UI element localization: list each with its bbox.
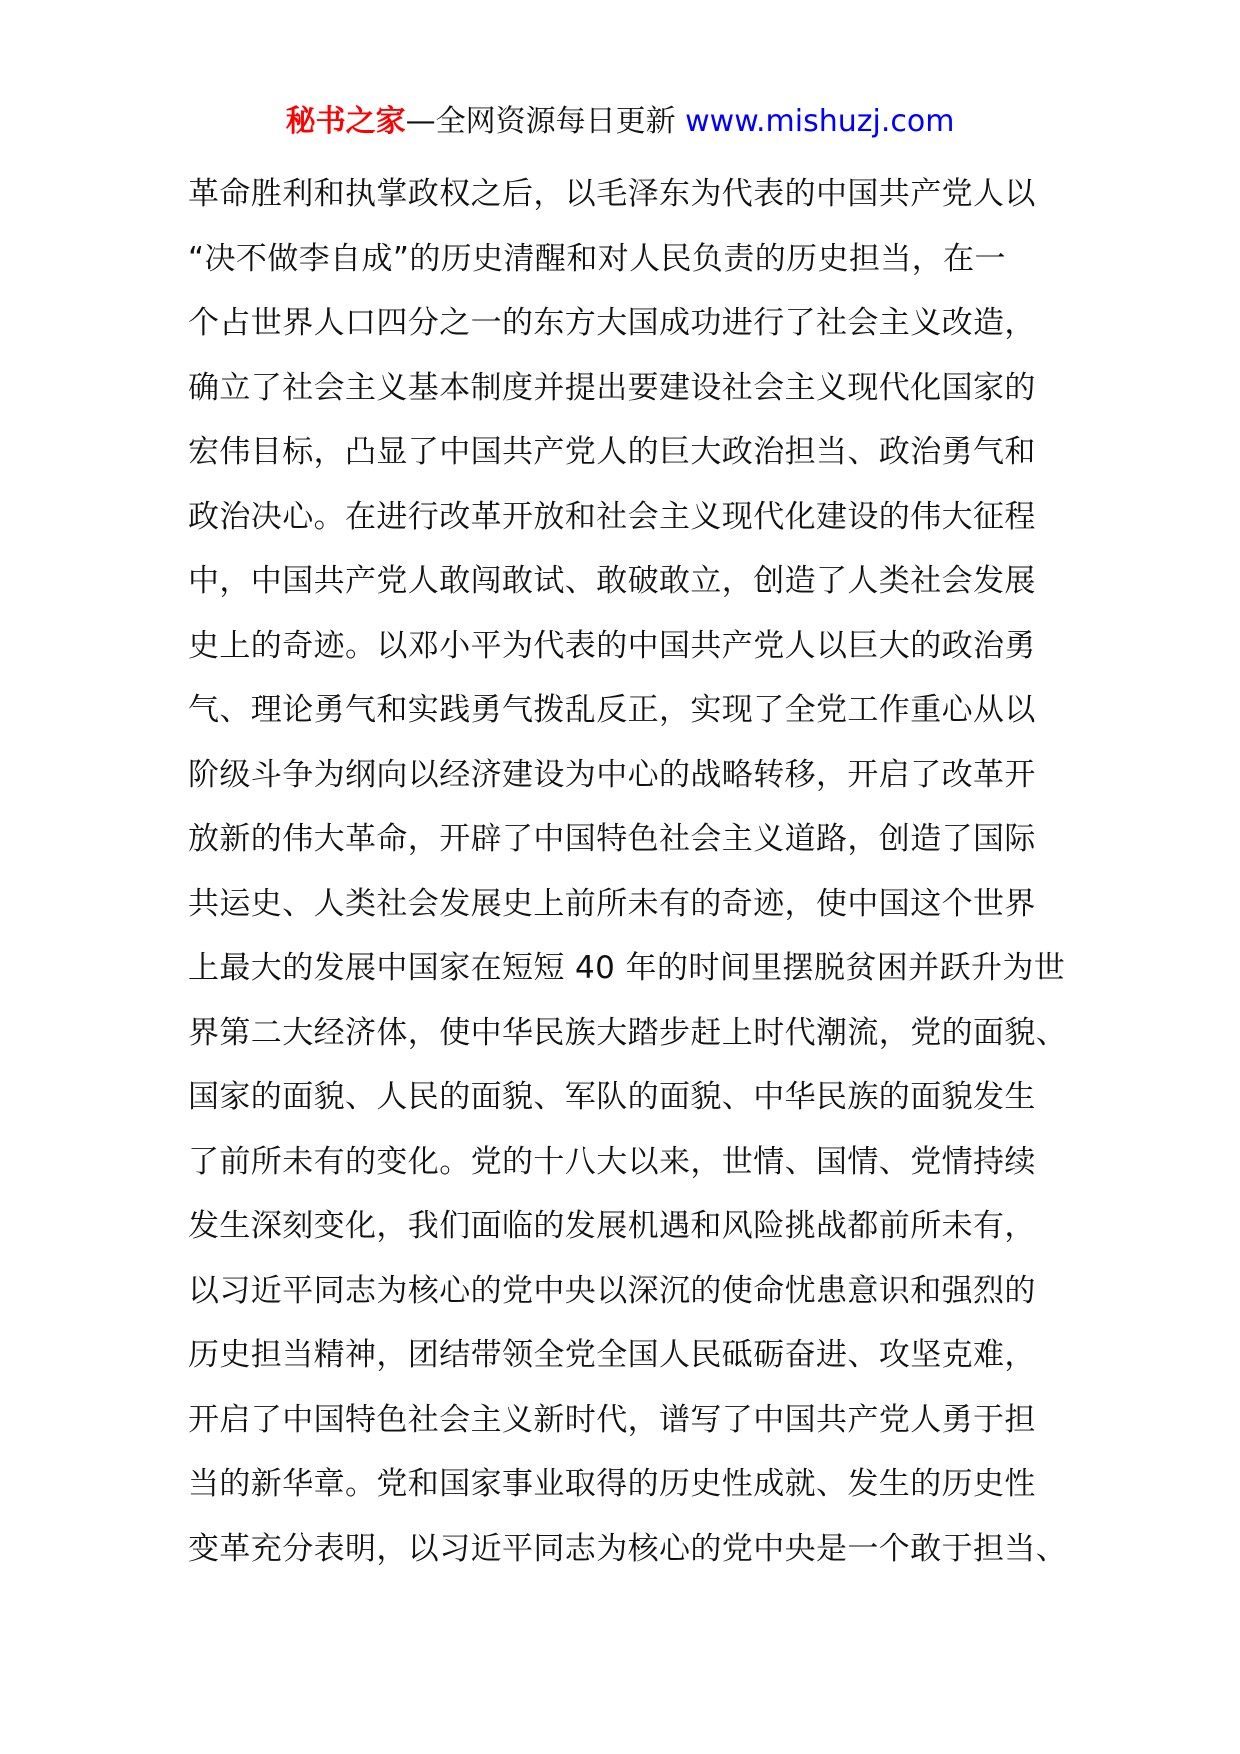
text-line: 中，中国共产党人敢闯敢试、敢破敢立，创造了人类社会发展	[188, 563, 1036, 599]
brand-name: 秘书之家	[285, 104, 406, 139]
text-line: 气、理论勇气和实践勇气拨乱反正，实现了全党工作重心从以	[188, 692, 1036, 728]
site-header	[0, 100, 1240, 144]
text-line: 当的新华章。党和国家事业取得的历史性成就、发生的历史性	[188, 1466, 1036, 1502]
header-slogan: —全网资源每日更新	[405, 104, 676, 139]
text-line: 个占世界人口四分之一的东方大国成功进行了社会主义改造，	[188, 305, 1036, 341]
text-line: 史上的奇迹。以邓小平为代表的中国共产党人以巨大的政治勇	[188, 627, 1036, 664]
body-paragraph	[188, 162, 1088, 1581]
text-line: 了前所未有的变化。党的十八大以来，世情、国情、党情持续	[188, 1143, 1036, 1180]
site-url-link[interactable]: www.mishuzj.com	[685, 104, 955, 139]
text-line: 上最大的发展中国家在短短 40 年的时间里摆脱贫困并跃升为世	[188, 950, 1066, 986]
text-line: 政治决心。在进行改革开放和社会主义现代化建设的伟大征程	[188, 498, 1036, 535]
text-line: 以习近平同志为核心的党中央以深沉的使命忧患意识和强烈的	[188, 1272, 1036, 1309]
text-line: 阶级斗争为纲向以经济建设为中心的战略转移，开启了改革开	[188, 756, 1036, 793]
text-line: 革命胜利和执掌政权之后，以毛泽东为代表的中国共产党人以	[188, 176, 1036, 212]
text-line: 放新的伟大革命，开辟了中国特色社会主义道路，创造了国际	[188, 821, 1036, 857]
text-line: 国家的面貌、人民的面貌、军队的面貌、中华民族的面貌发生	[188, 1079, 1036, 1115]
text-line: 宏伟目标，凸显了中国共产党人的巨大政治担当、政治勇气和	[188, 434, 1036, 470]
text-line: 共运史、人类社会发展史上前所未有的奇迹，使中国这个世界	[188, 885, 1036, 922]
text-line: 发生深刻变化，我们面临的发展机遇和风险挑战都前所未有，	[188, 1208, 1036, 1244]
text-line: 开启了中国特色社会主义新时代，谱写了中国共产党人勇于担	[188, 1401, 1036, 1438]
text-line: 确立了社会主义基本制度并提出要建设社会主义现代化国家的	[188, 369, 1036, 406]
text-line: 历史担当精神，团结带领全党全国人民砥砺奋进、攻坚克难，	[188, 1337, 1036, 1373]
text-line: 变革充分表明，以习近平同志为核心的党中央是一个敢于担当、	[188, 1530, 1068, 1567]
text-line: 界第二大经济体，使中华民族大踏步赶上时代潮流，党的面貌、	[188, 1014, 1068, 1051]
text-line: “决不做李自成”的历史清醒和对人民负责的历史担当，在一	[188, 240, 1006, 277]
